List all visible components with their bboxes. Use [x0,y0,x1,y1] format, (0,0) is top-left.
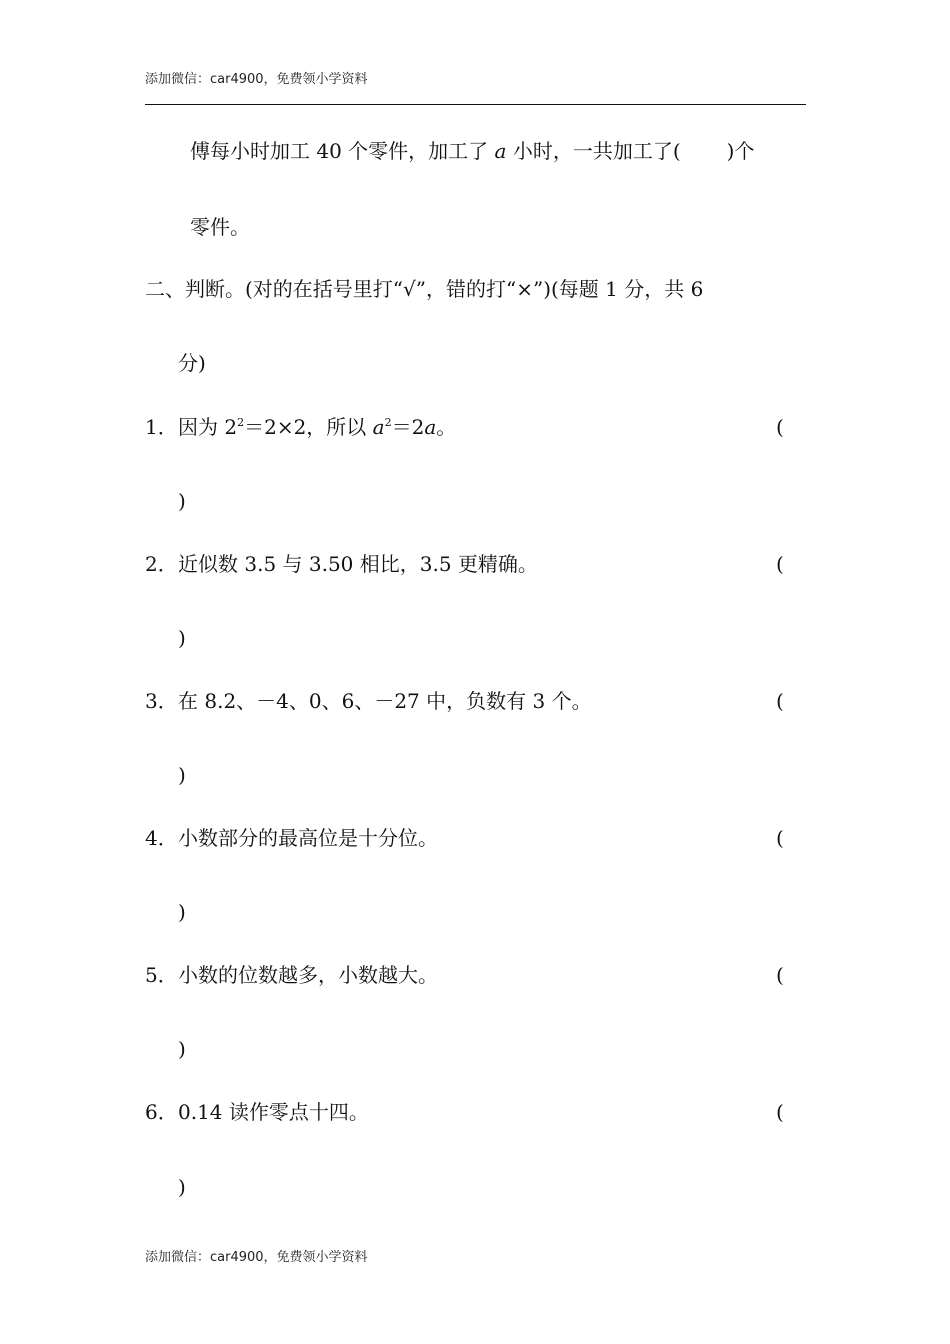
continuation-line-2: 零件。 [190,215,250,239]
answer-paren-close-5: ) [178,1037,186,1061]
question-text: 。 [436,415,457,439]
question-text: 近似数 3.5 与 3.50 相比，3.5 更精确。 [178,552,538,576]
answer-paren-open-4[interactable]: ( [776,826,784,850]
answer-paren-open-2[interactable]: ( [776,552,784,576]
answer-paren-open-5[interactable]: ( [776,963,784,987]
answer-paren-close-6: ) [178,1175,186,1199]
question-number: 2． [145,552,178,576]
variable: a [424,415,437,439]
continuation-text-a: 傅每小时加工 40 个零件，加工了 [190,139,495,163]
question-number: 6． [145,1100,178,1124]
question-number: 3． [145,689,178,713]
answer-paren-close-1: ) [178,489,186,513]
question-text: 在 8.2、－4、0、6、－27 中，负数有 3 个。 [178,689,592,713]
continuation-text-b: 小时，一共加工了( [506,139,681,163]
question-text: 0.14 读作零点十四。 [178,1100,369,1124]
continuation-line-1 [190,139,754,163]
variable: a [372,415,385,439]
question-2 [145,552,538,576]
question-number: 5． [145,963,178,987]
question-text: 小数部分的最高位是十分位。 [178,826,438,850]
question-number: 4． [145,826,178,850]
page-header-watermark: 添加微信：car4900，免费领小学资料 [145,72,368,87]
question-1 [145,415,456,439]
continuation-text-c: )个 [726,139,755,163]
answer-paren-close-4: ) [178,900,186,924]
section-title: 二、判断。(对的在括号里打“√”，错的打“×”)(每题 1 分，共 6 [145,277,704,301]
question-5 [145,963,438,987]
question-3 [145,689,592,713]
answer-paren-open-6[interactable]: ( [776,1100,784,1124]
page-footer-watermark: 添加微信：car4900，免费领小学资料 [145,1250,368,1265]
question-6 [145,1100,369,1124]
answer-paren-open-3[interactable]: ( [776,689,784,713]
superscript: 2 [237,416,245,429]
superscript: 2 [384,416,392,429]
answer-paren-open-1[interactable]: ( [776,415,784,439]
answer-paren-close-2: ) [178,626,186,650]
question-text: ＝2×2，所以 [244,415,373,439]
question-number: 1． [145,415,178,439]
header-rule [145,104,806,105]
question-text: 因为 2 [178,415,238,439]
question-4 [145,826,438,850]
continuation-variable: a [494,139,507,163]
section-title-cont: 分) [178,351,206,375]
question-text: ＝2 [391,415,425,439]
question-text: 小数的位数越多，小数越大。 [178,963,438,987]
answer-paren-close-3: ) [178,763,186,787]
